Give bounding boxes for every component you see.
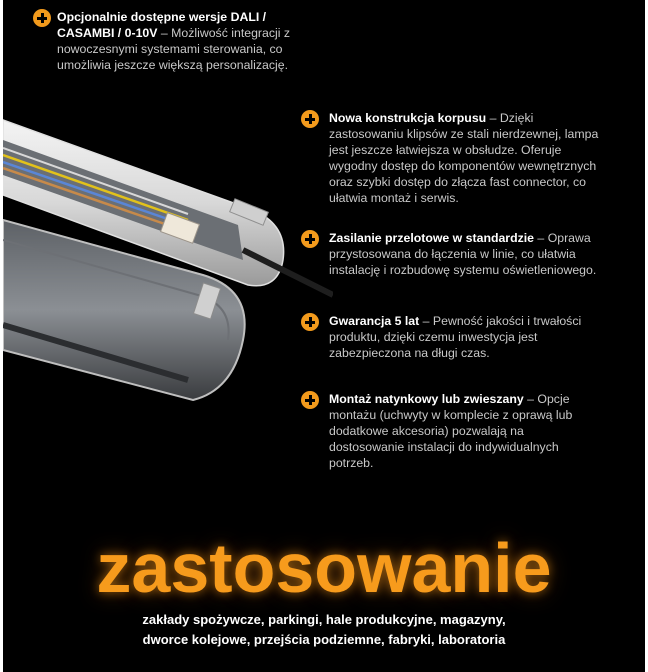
feature-mounting: [301, 391, 591, 471]
feature-body: – Możliwość integracji z nowoczesnymi systemami sterowania, co umożliwia jeszcze większą personalizację.: [57, 26, 291, 72]
feature-body: – Opcje montażu (uchwyty w komplecie z oprawą lub dodatkowe akcesoria) pozwalają na dostosowanie instalacji do indywidualnych potrzeb.: [329, 392, 573, 470]
feature-heading: Opcjonalnie dostępne wersje DALI / CASAMBI / 0-10V: [57, 10, 267, 40]
feature-body: – Pewność jakości i trwałości produktu, dzięki czemu inwestycja jest zabezpieczona na długi czas.: [329, 314, 582, 360]
plus-circle-icon: [301, 313, 319, 331]
lamp-product-image: [3, 100, 333, 420]
feature-heading: Nowa konstrukcja korpusu: [329, 111, 487, 125]
applications-line: zakłady spożywcze, parkingi, hale produkcyjne, magazyny,: [142, 612, 506, 627]
plus-circle-icon: [301, 230, 319, 248]
plus-circle-icon: [301, 391, 319, 409]
feature-heading: Gwarancja 5 lat: [329, 314, 420, 328]
plus-circle-icon: [301, 110, 319, 128]
feature-body: – Oprawa przystosowana do łączenia w linie, co ułatwia instalację i rozbudowę systemu oświetleniowego.: [329, 231, 597, 277]
feature-heading: Zasilanie przelotowe w standardzie: [329, 231, 535, 245]
applications-list: [3, 610, 645, 650]
applications-line: dworce kolejowe, przejścia podziemne, fabryki, laboratoria: [142, 632, 506, 647]
feature-body: – Dzięki zastosowaniu klipsów ze stali nierdzewnej, lampa jest jeszcze łatwiejsza w obsłudze. Oferuje wygodny dostęp do komponentów wewnętrznych oraz szybki dostęp do złącza fast connector, co ułatwia montaż i serwis.: [329, 111, 599, 205]
feature-warranty: [301, 313, 591, 361]
plus-circle-icon: [33, 9, 51, 27]
product-page: [3, 0, 645, 672]
feature-body-construction: [301, 110, 601, 206]
feature-control-versions: [33, 9, 323, 73]
applications-heading: zastosowanie: [96, 529, 552, 607]
feature-heading: Montaż natynkowy lub zwieszany: [329, 392, 524, 406]
feature-through-wiring: [301, 230, 601, 278]
